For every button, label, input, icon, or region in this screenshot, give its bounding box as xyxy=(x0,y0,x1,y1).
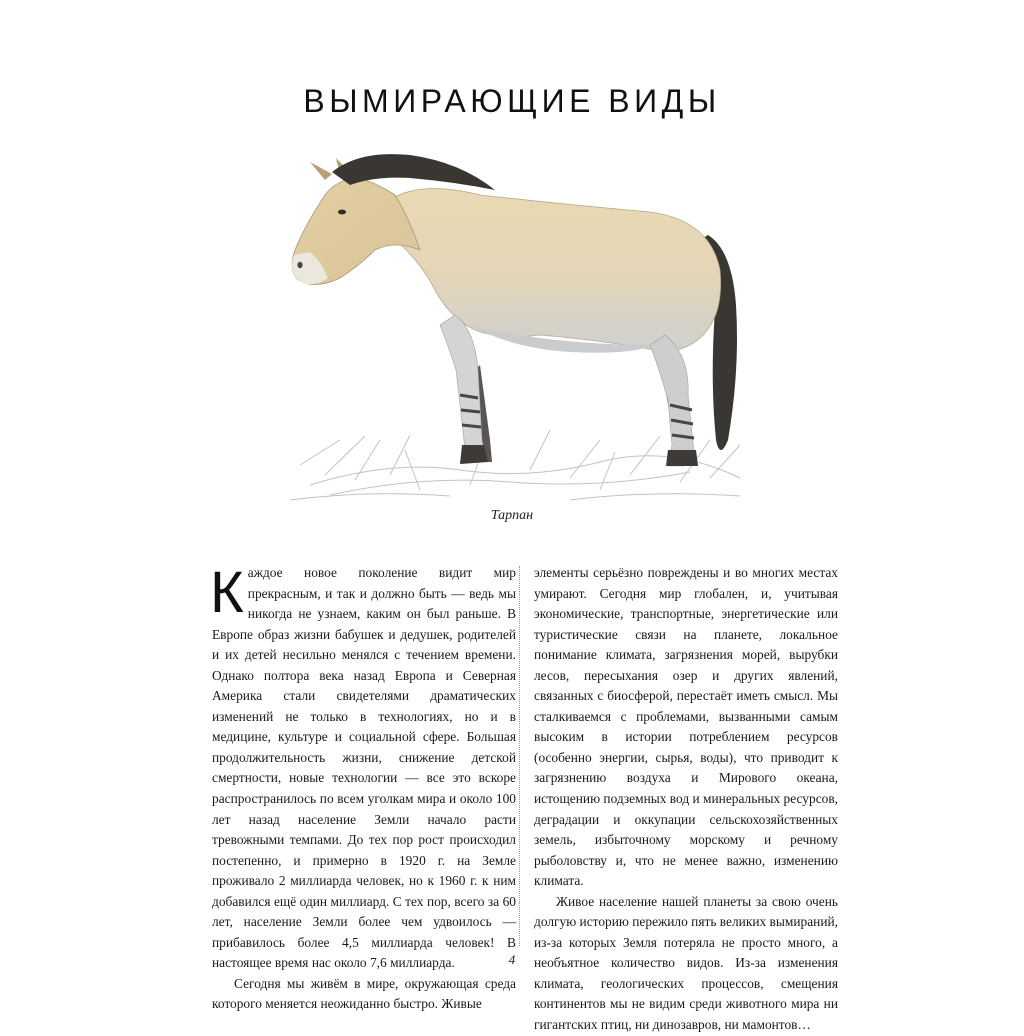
paragraph: Сегодня мы живём в мире, окружающая среда которого меняется неожиданно быстро. Живые xyxy=(212,975,516,1012)
drop-cap: К xyxy=(210,560,244,625)
page-number: 4 xyxy=(508,952,516,967)
paragraph: элементы серьёзно повреждены и во многих местах умирают. Сегодня мир глобален, и, учитывая экономические, транспортные, энергетические или туристические связи на планете, локальное понимание климата, загрязнения морей, вырубки лесов, пересыхания озер и других явлений, связанных с биосферой, перестаёт иметь смысл. Мы сталкиваемся с проблемами, вызванными самым высоким в истории потреблением ресурсов (особенно энергии, сырья, воды), что приводит к загрязнению воздуха и Мирового океана, истощению подземных вод и минеральных ресурсов, деградации и оккупации сельскохозяйственных земель, избыточному морскому и речному рыболовству и, что не менее важно, изменению климата. xyxy=(534,565,838,889)
paragraph xyxy=(210,560,516,974)
column-divider xyxy=(519,566,520,946)
text-column-left xyxy=(210,560,516,1015)
illustration-caption: Тарпан xyxy=(490,508,534,523)
page-title: ВЫМИРАЮЩИЕ ВИДЫ xyxy=(303,83,721,120)
paragraph-text: аждое новое поколение видит мир прекрасным, и так и должно быть — ведь мы никогда не узнаем, каким он был раньше. В Европе образ жизни бабушек и дедушек, родителей и их детей несильно менялся с течением времени. Однако полтора века назад Европа и Северная Америка стали свидетелями драматических изменений не только в технологиях, но и в медицине, культуре и социальной сфере. Большая продолжительность жизни, снижение детской смертности, новые технологии — все это вскоре распространилось по всем уголкам мира и около 100 лет назад население Земли начало расти тревожными темпами. До тех пор рост происходил постепенно, и примерно в 1920 г. на Земле проживало 2 миллиарда человек, но к 1960 г. к ним добавился ещё один миллиард. С тех пор, всего за 60 лет, население Земли более чем удвоилось — прибавилось более 4,5 миллиарда человек! В настоящее время нас около 7,6 миллиарда. xyxy=(212,565,516,971)
horse-body xyxy=(292,154,737,466)
paragraph: Живое население нашей планеты за свою очень долгую историю пережило пять великих вымираний, из-за которых Земля потеряла не просто много, а необъятное количество видов. Из-за изменения климата, геологических процессов, смещения континентов мы не видим среди животного мира ни гигантских птиц, ни динозавров, ни мамонтов… xyxy=(534,893,838,1033)
horse-illustration xyxy=(270,140,760,510)
